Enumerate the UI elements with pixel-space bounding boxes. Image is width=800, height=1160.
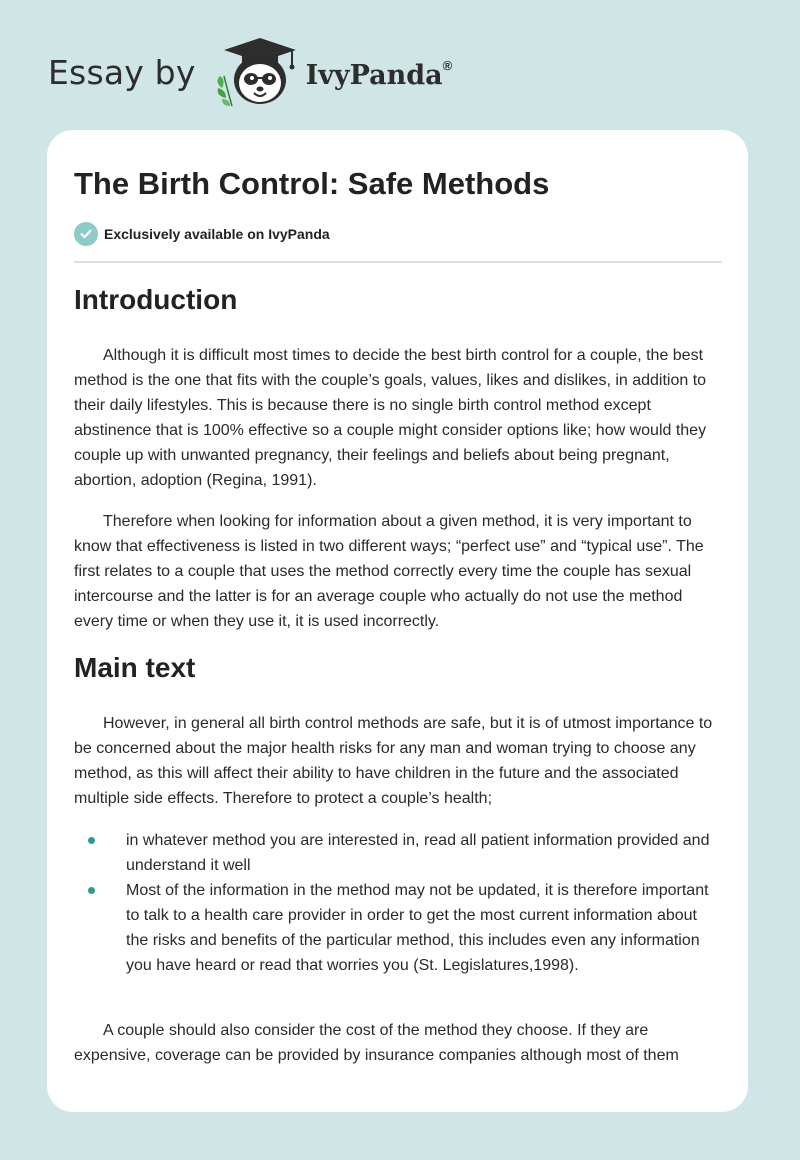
- list-item: [74, 878, 722, 978]
- check-icon: [74, 222, 98, 246]
- header-tagline: Essay by: [48, 52, 196, 92]
- bullet-icon: [88, 837, 95, 844]
- section-heading-introduction: Introduction: [74, 284, 238, 315]
- paragraph: However, in general all birth control methods are safe, but it is of utmost importance to be concerned about the major health risks for any man and woman trying to choose any method, as this will affect their ability to have children in the future and the associated multiple side effects. Therefore to protect a couple’s health;: [74, 715, 713, 807]
- essay-card: [47, 130, 748, 1112]
- list-item: [74, 828, 722, 878]
- page-title: The Birth Control: Safe Methods: [74, 166, 550, 201]
- brand-name[interactable]: IvyPanda®: [305, 57, 453, 91]
- list-item-text: Most of the information in the method may not be updated, it is therefore important to talk to a health care provider in order to get the most current information about the risks and benefits of the particular method, this includes even any information you have heard or read that worries you (St. Legislatures,1998).: [126, 882, 709, 974]
- divider: [74, 261, 722, 263]
- site-header: [48, 36, 452, 108]
- badge-label: Exclusively available on IvyPanda: [104, 226, 330, 242]
- bullet-icon: [88, 887, 95, 894]
- paragraph: A couple should also consider the cost of the method they choose. If they are expensive, coverage can be provided by insurance companies although most of them: [74, 1022, 679, 1064]
- paragraph: Therefore when looking for information about a given method, it is very important to know that effectiveness is listed in two different ways; “perfect use” and “typical use”. The first relates to a couple that uses the method correctly every time the couple has sexual intercourse and the latter is for an average couple who actually do not use the method every time or when they use it, it is used incorrectly.: [74, 513, 704, 630]
- panda-logo-icon[interactable]: [214, 36, 304, 108]
- exclusive-badge: [74, 222, 330, 246]
- registered-mark: ®: [442, 57, 453, 73]
- section-heading-main-text: Main text: [74, 652, 196, 683]
- list-item-text: in whatever method you are interested in, read all patient information provided and understand it well: [126, 832, 710, 874]
- bullet-list: [74, 828, 722, 978]
- paragraph: Although it is difficult most times to decide the best birth control for a couple, the best method is the one that fits with the couple’s goals, values, likes and dislikes, in addition to their daily lifestyles. This is because there is no single birth control method except abstinence that is 100% effective so a couple might consider options like; how would they couple up with unwanted pregnancy, their feelings and beliefs about being pregnant, abortion, adoption (Regina, 1991).: [74, 347, 707, 489]
